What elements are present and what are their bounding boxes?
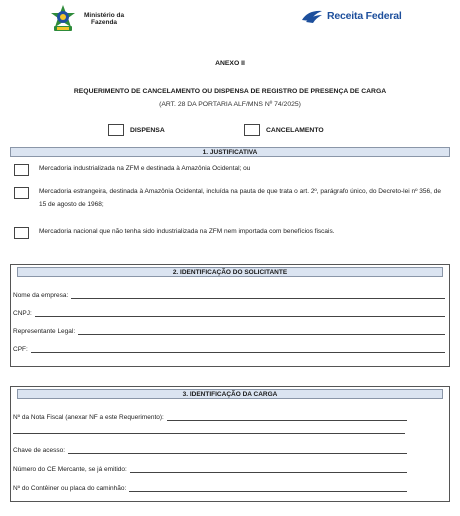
justification-text-1: Mercadoria industrializada na ZFM e destinada à Amazônia Ocidental; ou xyxy=(39,165,251,172)
container-plate-label: Nº do Contêiner ou placa do caminhão: xyxy=(13,485,127,492)
ministry-logo xyxy=(48,4,124,34)
justification-checkbox-2[interactable] xyxy=(14,187,29,199)
invoice-number-input[interactable] xyxy=(167,413,407,421)
section-solicitante-panel xyxy=(10,264,450,367)
ministry-name-line1: Ministério da xyxy=(84,11,125,19)
legal-rep-field[interactable] xyxy=(13,327,445,335)
invoice-number-continuation-line[interactable] xyxy=(13,433,405,434)
justification-item-3[interactable] xyxy=(14,227,335,239)
access-key-field[interactable] xyxy=(13,446,407,454)
section-justificativa-header: 1. JUSTIFICATIVA xyxy=(10,147,450,157)
invoice-number-field[interactable] xyxy=(13,413,407,421)
cancelamento-checkbox[interactable] xyxy=(244,124,260,136)
legal-rep-label: Representante Legal: xyxy=(13,328,76,335)
ce-mercante-input[interactable] xyxy=(130,465,407,473)
agency-name: Receita Federal xyxy=(327,10,402,22)
section-carga-header: 3. IDENTIFICAÇÃO DA CARGA xyxy=(17,389,443,399)
cancelamento-label: CANCELAMENTO xyxy=(266,126,324,134)
justification-item-2[interactable] xyxy=(14,187,441,211)
ce-mercante-label: Número do CE Mercante, se já emitido: xyxy=(13,466,127,473)
document-title: REQUERIMENTO DE CANCELAMENTO OU DISPENSA DE REGISTRO DE PRESENÇA DE CARGA xyxy=(73,88,387,95)
company-name-field[interactable] xyxy=(13,291,445,299)
annex-label: ANEXO II xyxy=(215,60,245,67)
cancelamento-option[interactable] xyxy=(244,124,324,136)
cpf-field[interactable] xyxy=(13,345,445,353)
ce-mercante-field[interactable] xyxy=(13,465,407,473)
cnpj-field[interactable] xyxy=(13,309,445,317)
company-name-label: Nome da empresa: xyxy=(13,292,69,299)
ministry-name xyxy=(84,12,124,27)
document-subtitle: (ART. 28 DA PORTARIA ALF/MNS Nº 74/2025) xyxy=(159,101,301,108)
container-plate-field[interactable] xyxy=(13,484,407,492)
justification-checkbox-1[interactable] xyxy=(14,164,29,176)
receita-federal-logo xyxy=(300,8,402,24)
cnpj-label: CNPJ: xyxy=(13,310,32,317)
dispensa-option[interactable] xyxy=(108,124,165,136)
justification-item-1[interactable] xyxy=(14,164,250,176)
cnpj-input[interactable] xyxy=(35,309,445,317)
container-plate-input[interactable] xyxy=(129,484,407,492)
invoice-number-label: Nº da Nota Fiscal (anexar NF a este Requerimento): xyxy=(13,414,164,421)
access-key-label: Chave de acesso: xyxy=(13,447,66,454)
cpf-input[interactable] xyxy=(31,345,445,353)
cpf-label: CPF: xyxy=(13,346,28,353)
dispensa-label: DISPENSA xyxy=(130,126,165,134)
legal-rep-input[interactable] xyxy=(78,327,445,335)
request-type-row xyxy=(0,124,460,138)
ministry-name-line2: Fazenda xyxy=(91,19,118,26)
company-name-input[interactable] xyxy=(71,291,445,299)
justification-checkbox-3[interactable] xyxy=(14,227,29,239)
section-solicitante-header: 2. IDENTIFICAÇÃO DO SOLICITANTE xyxy=(17,267,443,277)
section-carga-panel xyxy=(10,386,450,502)
justification-text-2: Mercadoria estrangeira, destinada à Amazônia Ocidental, incluída na pauta de que trata o art. 2º, parágrafo único, do Decreto-lei nº 356, de 15 de agosto de 1968; xyxy=(39,188,441,208)
coat-of-arms-icon xyxy=(48,4,78,34)
page-header xyxy=(0,0,460,40)
justification-text-3: Mercadoria nacional que não tenha sido industrializada na ZFM nem importada com benefícios fiscais. xyxy=(39,228,335,235)
receita-federal-icon xyxy=(300,8,324,24)
access-key-input[interactable] xyxy=(68,446,407,454)
dispensa-checkbox[interactable] xyxy=(108,124,124,136)
